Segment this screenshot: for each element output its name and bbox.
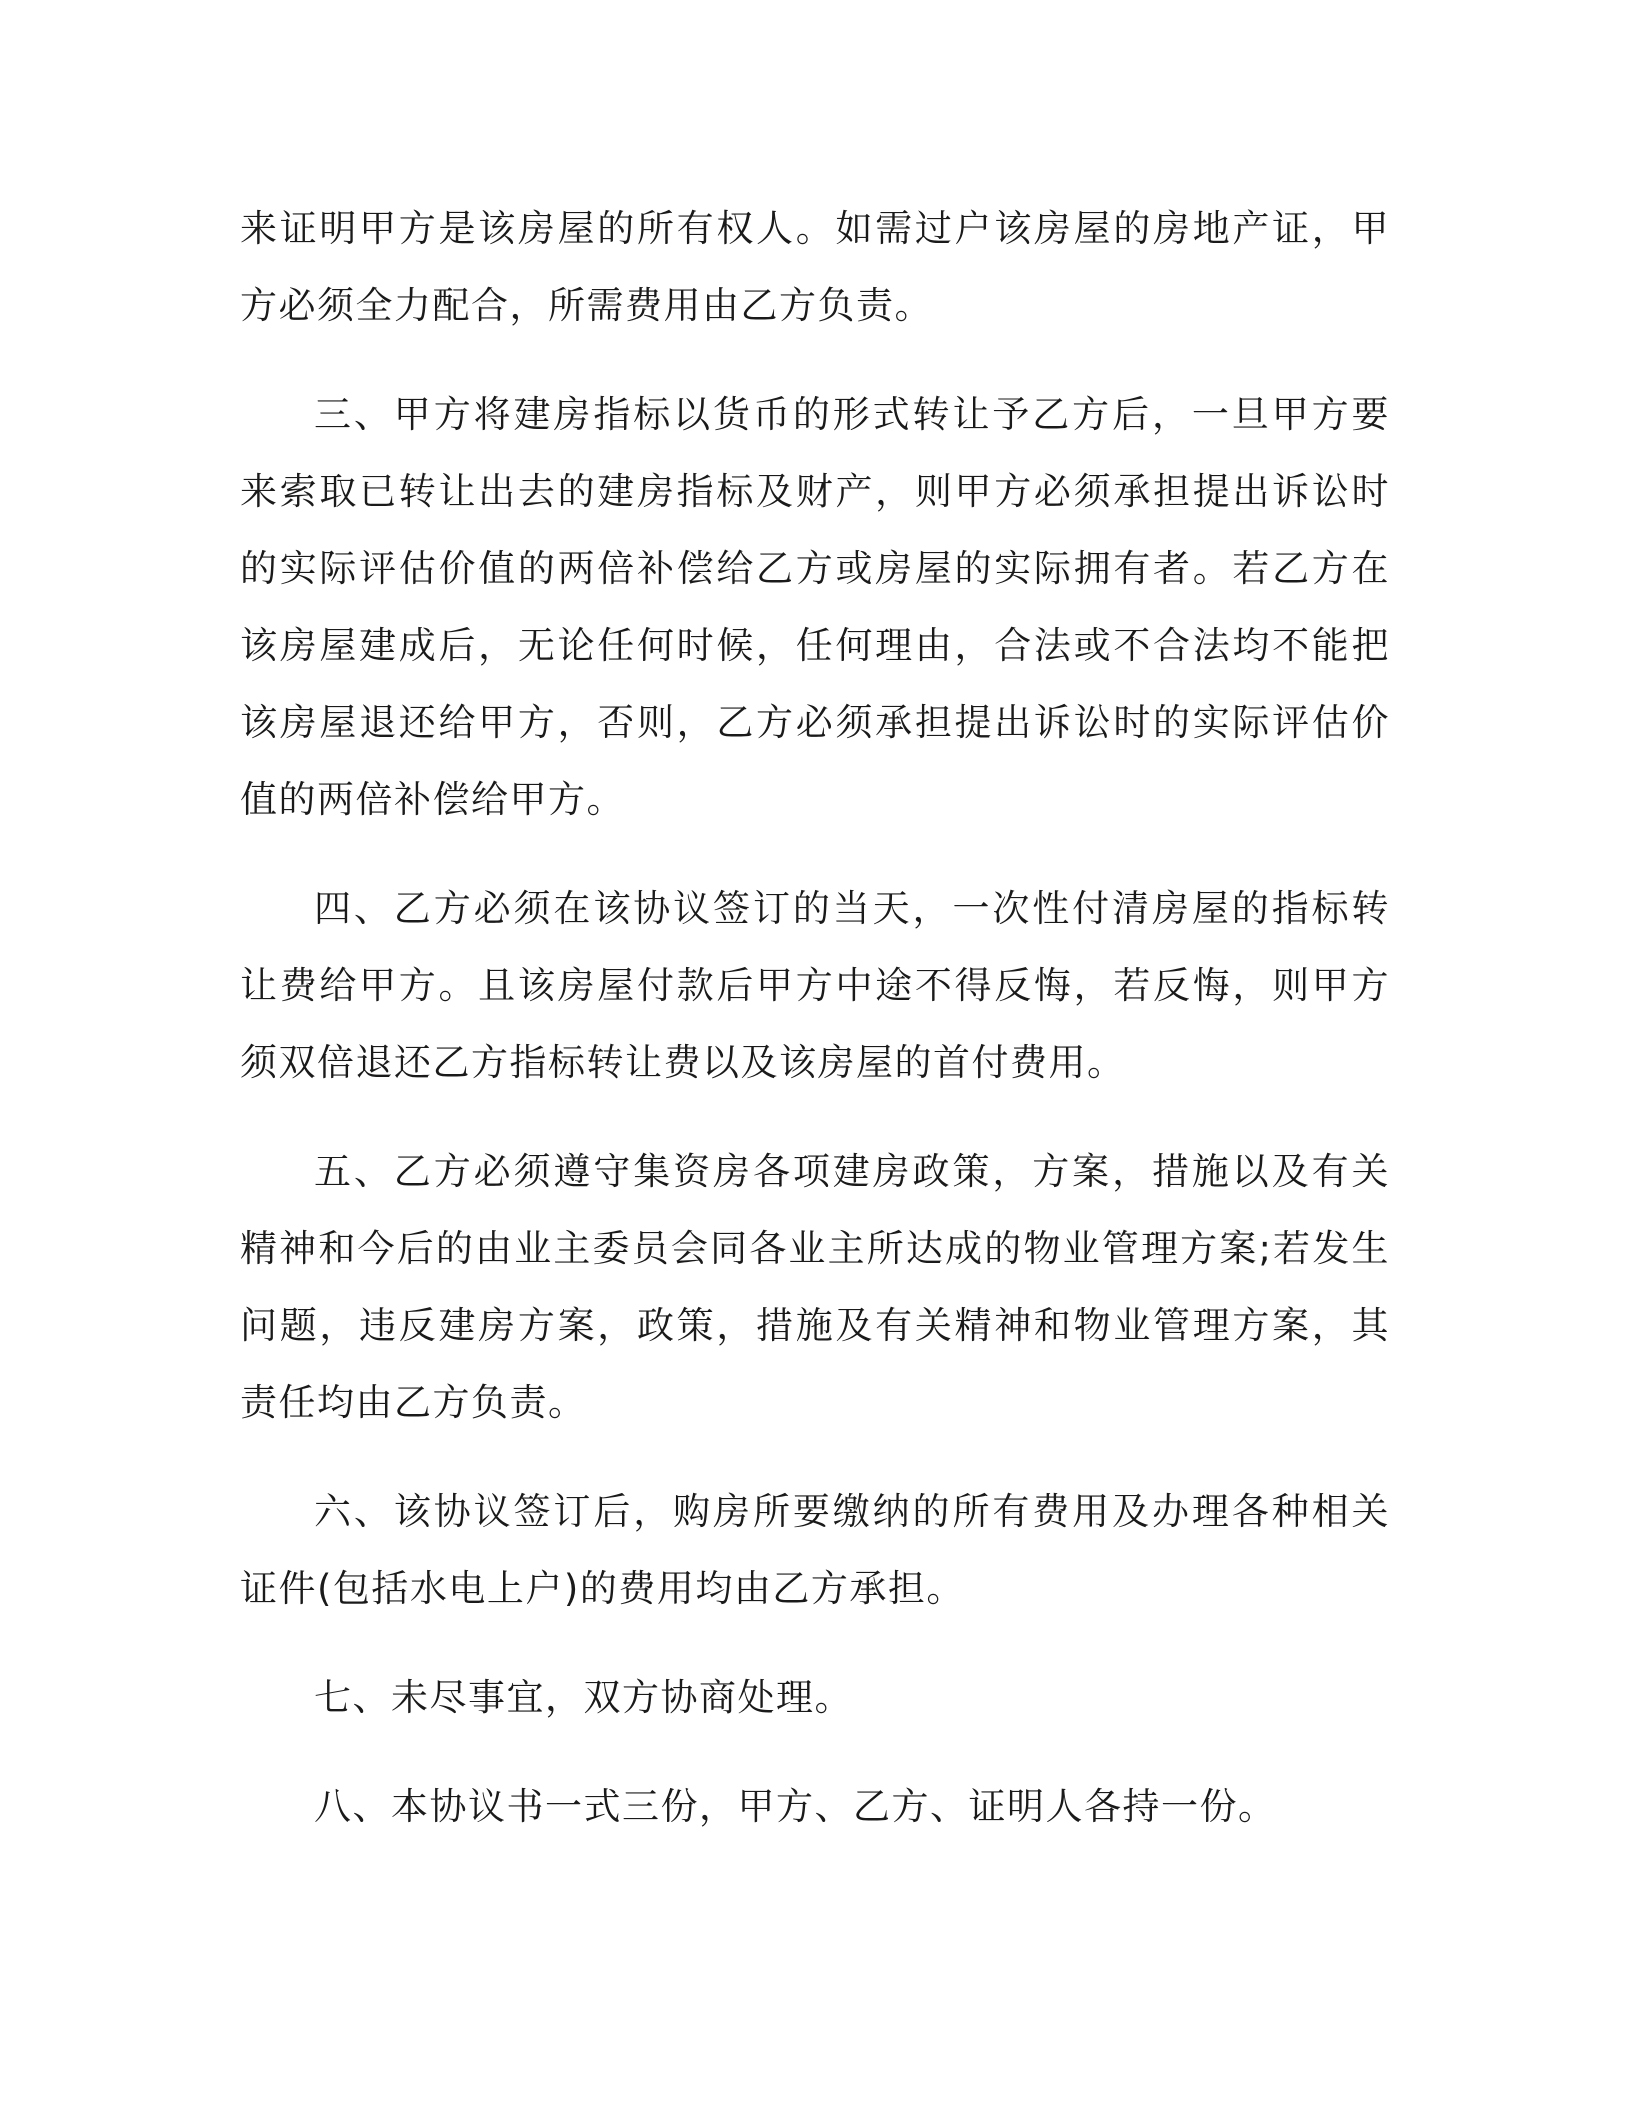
clause-3: 三、甲方将建房指标以货币的形式转让予乙方后，一旦甲方要来索取已转让出去的建房指标及财产，则甲方必须承担提出诉讼时的实际评估价值的两倍补偿给乙方或房屋的实际拥有者。若乙方在该房屋建成后，无论任何时候，任何理由，合法或不合法均不能把该房屋退还给甲方，否则，乙方必须承担提出诉讼时的实际评估价值的两倍补偿给甲方。 <box>240 393 1390 821</box>
clause-7: 七、未尽事宜，双方协商处理。 <box>314 1676 853 1719</box>
paragraph-continuation: 来证明甲方是该房屋的所有权人。如需过户该房屋的房地产证，甲方必须全力配合，所需费用由乙方负责。 <box>240 207 1390 327</box>
clause-8: 八、本协议书一式三份，甲方、乙方、证明人各持一份。 <box>314 1785 1277 1828</box>
document-body <box>240 190 1390 1877</box>
clause-4: 四、乙方必须在该协议签订的当天，一次性付清房屋的指标转让费给甲方。且该房屋付款后甲方中途不得反悔，若反悔，则甲方须双倍退还乙方指标转让费以及该房屋的首付费用。 <box>240 887 1390 1084</box>
clause-5: 五、乙方必须遵守集资房各项建房政策，方案，措施以及有关精神和今后的由业主委员会同各业主所达成的物业管理方案;若发生问题，违反建房方案，政策，措施及有关精神和物业管理方案，其责任均由乙方负责。 <box>240 1150 1390 1424</box>
clause-6: 六、该协议签订后，购房所要缴纳的所有费用及办理各种相关证件(包括水电上户)的费用均由乙方承担。 <box>240 1490 1390 1610</box>
